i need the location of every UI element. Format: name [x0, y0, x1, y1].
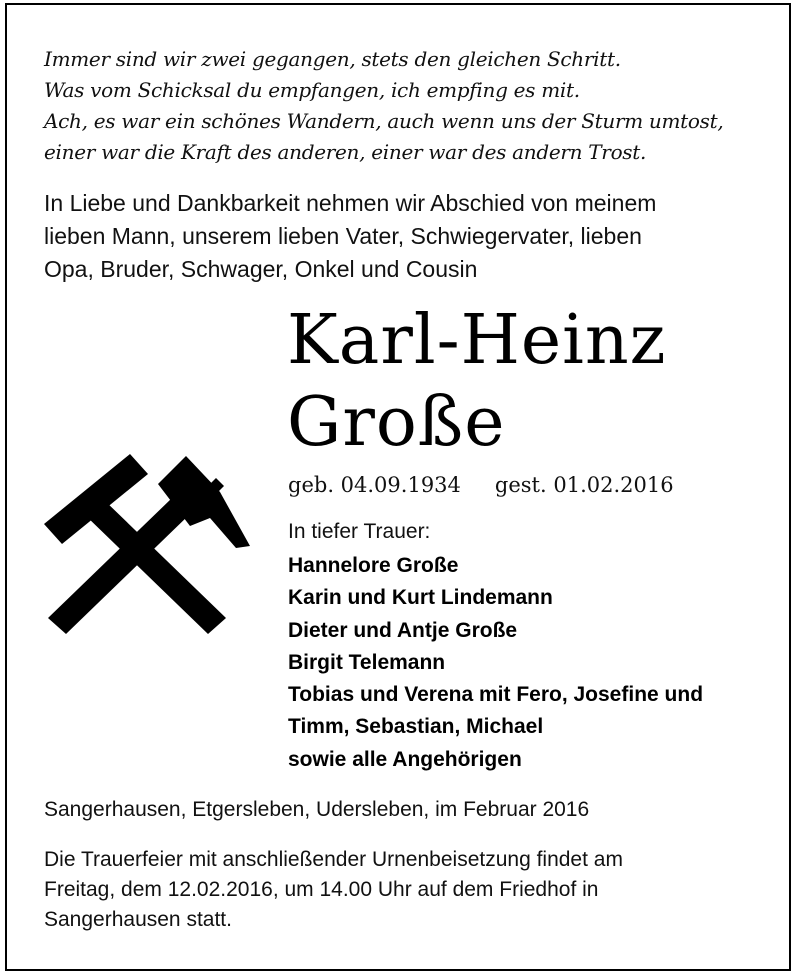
poem — [44, 44, 723, 168]
deceased-first-name: Karl-Heinz — [287, 301, 667, 380]
poem-line: einer war die Kraft des anderen, einer war des andern Trost. — [44, 140, 647, 164]
service-line: Die Trauerfeier mit anschließender Urnenbeisetzung findet am — [44, 848, 623, 871]
deceased-last-name: Große — [287, 383, 506, 462]
intro-line: lieben Mann, unserem lieben Vater, Schwiegervater, lieben — [44, 223, 642, 249]
poem-line: Immer sind wir zwei gegangen, stets den gleichen Schritt. — [44, 47, 621, 71]
intro-text — [44, 187, 764, 286]
service-line: Freitag, dem 12.02.2016, um 14.00 Uhr auf dem Friedhof in — [44, 878, 599, 901]
mourner-entry: Tobias und Verena mit Fero, Josefine und — [288, 683, 704, 707]
mourner-entry: Birgit Telemann — [288, 650, 446, 674]
poem-line: Was vom Schicksal du empfangen, ich empfing es mit. — [44, 78, 580, 102]
poem-line: Ach, es war ein schönes Wandern, auch wenn uns der Sturm umtost, — [44, 109, 724, 133]
life-dates — [288, 470, 674, 500]
mourners-list — [288, 550, 703, 776]
mourner-entry: Hannelore Große — [288, 554, 459, 577]
birth-date: geb. 04.09.1934 — [288, 473, 461, 497]
deceased-name — [287, 300, 666, 464]
funeral-service-info — [44, 845, 774, 935]
mourner-entry: Timm, Sebastian, Michael — [288, 715, 544, 739]
mourner-entry: Dieter und Antje Große — [288, 618, 518, 642]
mourner-entry: sowie alle Angehörigen — [288, 747, 522, 771]
mourning-label: In tiefer Trauer: — [288, 520, 431, 543]
place-and-date: Sangerhausen, Etgersleben, Udersleben, im Februar 2016 — [44, 798, 590, 821]
death-date: gest. 01.02.2016 — [494, 473, 674, 497]
service-line: Sangerhausen statt. — [44, 908, 232, 931]
pick-head-right — [158, 456, 250, 548]
mourner-entry: Karin und Kurt Lindemann — [288, 586, 553, 610]
hammer-and-pick-icon — [40, 448, 260, 648]
intro-line: In Liebe und Dankbarkeit nehmen wir Abschied von meinem — [44, 190, 657, 216]
intro-line: Opa, Bruder, Schwager, Onkel und Cousin — [44, 256, 478, 282]
